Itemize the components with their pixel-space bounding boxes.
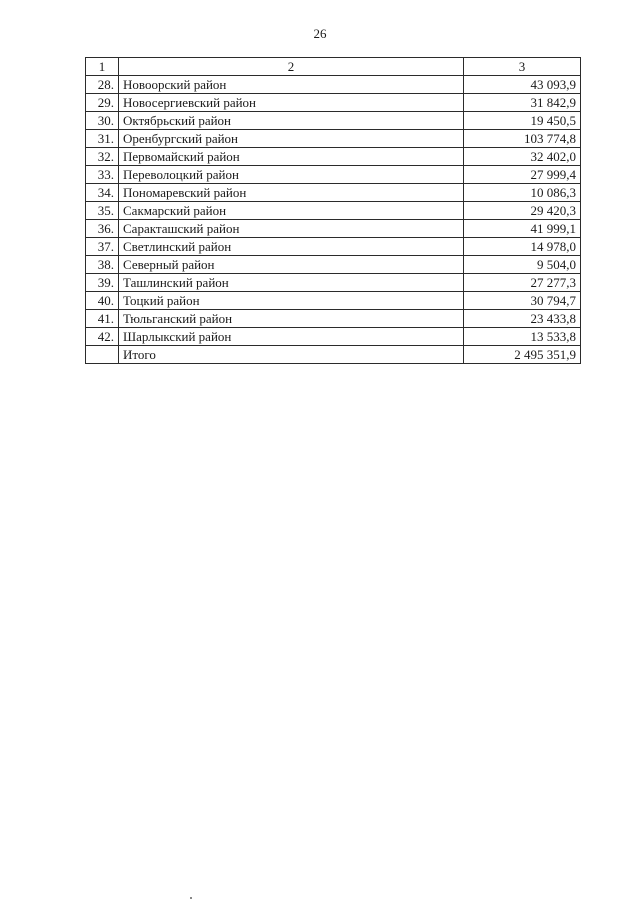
district-value: 10 086,3 bbox=[464, 184, 581, 202]
table-row bbox=[86, 166, 581, 184]
district-name: Тоцкий район bbox=[119, 292, 464, 310]
district-name: Светлинский район bbox=[119, 238, 464, 256]
table-row bbox=[86, 238, 581, 256]
district-name: Первомайский район bbox=[119, 148, 464, 166]
row-number: 33. bbox=[86, 166, 119, 184]
district-value: 103 774,8 bbox=[464, 130, 581, 148]
table-row bbox=[86, 202, 581, 220]
district-value: 31 842,9 bbox=[464, 94, 581, 112]
row-number: 34. bbox=[86, 184, 119, 202]
table-row bbox=[86, 112, 581, 130]
scan-speck bbox=[190, 897, 192, 899]
district-name: Оренбургский район bbox=[119, 130, 464, 148]
district-value: 32 402,0 bbox=[464, 148, 581, 166]
table-row bbox=[86, 256, 581, 274]
table-row bbox=[86, 148, 581, 166]
table-row bbox=[86, 328, 581, 346]
table-row bbox=[86, 220, 581, 238]
district-value: 27 277,3 bbox=[464, 274, 581, 292]
table-row bbox=[86, 130, 581, 148]
district-value: 29 420,3 bbox=[464, 202, 581, 220]
district-value: 41 999,1 bbox=[464, 220, 581, 238]
row-number: 32. bbox=[86, 148, 119, 166]
district-value: 19 450,5 bbox=[464, 112, 581, 130]
district-name: Переволоцкий район bbox=[119, 166, 464, 184]
district-table bbox=[85, 57, 581, 364]
row-number: 29. bbox=[86, 94, 119, 112]
district-name: Новосергиевский район bbox=[119, 94, 464, 112]
page-number: 26 bbox=[313, 26, 327, 41]
district-value: 27 999,4 bbox=[464, 166, 581, 184]
district-value: 13 533,8 bbox=[464, 328, 581, 346]
header-col-number: 1 bbox=[86, 58, 119, 76]
total-row-number bbox=[86, 346, 119, 364]
row-number: 31. bbox=[86, 130, 119, 148]
row-number: 41. bbox=[86, 310, 119, 328]
row-number: 28. bbox=[86, 76, 119, 94]
total-row bbox=[86, 346, 581, 364]
district-name: Саракташский район bbox=[119, 220, 464, 238]
row-number: 30. bbox=[86, 112, 119, 130]
row-number: 35. bbox=[86, 202, 119, 220]
district-name: Сакмарский район bbox=[119, 202, 464, 220]
district-name: Ташлинский район bbox=[119, 274, 464, 292]
total-value: 2 495 351,9 bbox=[464, 346, 581, 364]
row-number: 42. bbox=[86, 328, 119, 346]
district-value: 43 093,9 bbox=[464, 76, 581, 94]
table-header-row bbox=[86, 58, 581, 76]
table-row bbox=[86, 292, 581, 310]
district-value: 14 978,0 bbox=[464, 238, 581, 256]
row-number: 40. bbox=[86, 292, 119, 310]
table-row bbox=[86, 94, 581, 112]
table-row bbox=[86, 76, 581, 94]
row-number: 38. bbox=[86, 256, 119, 274]
header-col-value: 3 bbox=[464, 58, 581, 76]
district-name: Северный район bbox=[119, 256, 464, 274]
row-number: 36. bbox=[86, 220, 119, 238]
district-value: 30 794,7 bbox=[464, 292, 581, 310]
row-number: 37. bbox=[86, 238, 119, 256]
district-name: Октябрьский район bbox=[119, 112, 464, 130]
table-row bbox=[86, 274, 581, 292]
district-value: 9 504,0 bbox=[464, 256, 581, 274]
district-name: Пономаревский район bbox=[119, 184, 464, 202]
header-col-name: 2 bbox=[119, 58, 464, 76]
district-value: 23 433,8 bbox=[464, 310, 581, 328]
table-row bbox=[86, 310, 581, 328]
table-row bbox=[86, 184, 581, 202]
district-name: Новоорский район bbox=[119, 76, 464, 94]
district-name: Тюльганский район bbox=[119, 310, 464, 328]
total-label: Итого bbox=[119, 346, 464, 364]
row-number: 39. bbox=[86, 274, 119, 292]
district-name: Шарлыкский район bbox=[119, 328, 464, 346]
